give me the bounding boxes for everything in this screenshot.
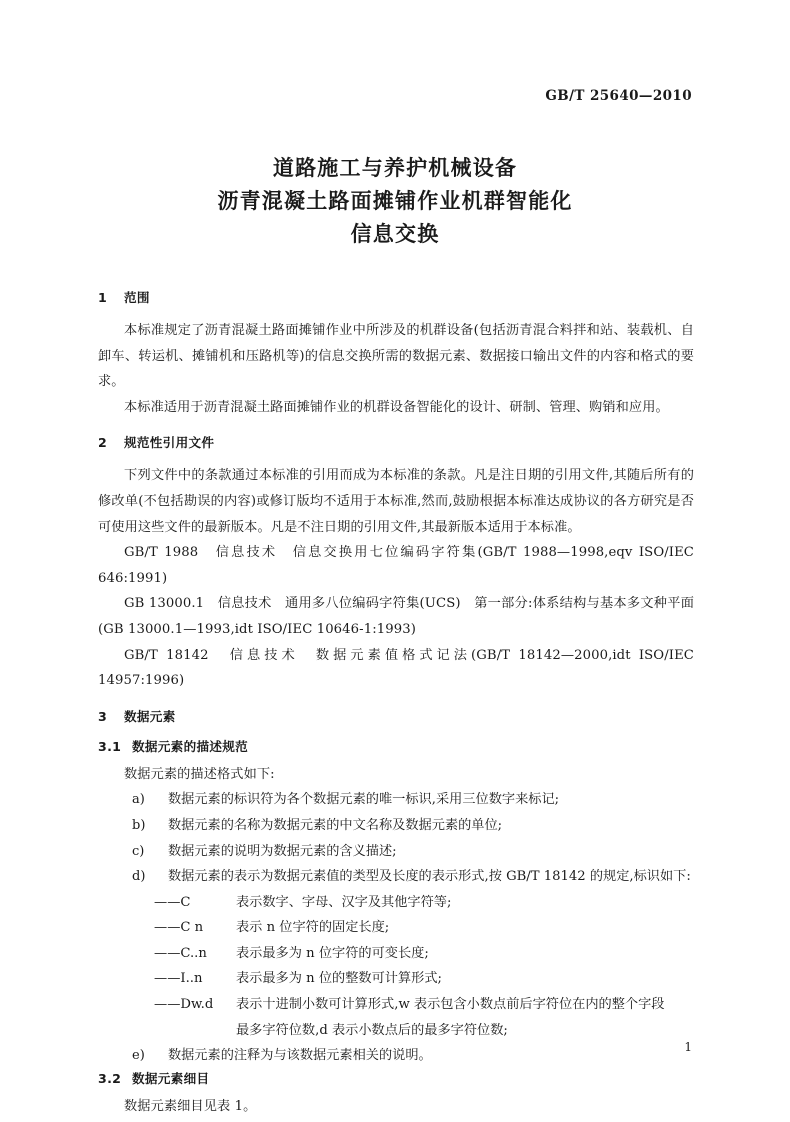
clause-heading-1: [98, 288, 694, 307]
clause-3-title: 数据元素: [124, 708, 176, 724]
normative-reference-2: GB 13000.1 信息技术 通用多八位编码字符集(UCS) 第一部分:体系结构与基本多文种平面(GB 13000.1—1993,idt ISO/IEC 10646-1:1993): [98, 596, 694, 637]
clause-heading-3-1: [98, 737, 694, 756]
type-notation-i-dot-n-tag: ——I..n: [154, 971, 203, 987]
clause-heading-3-2: [98, 1069, 694, 1088]
type-notation-i-dot-n: [98, 966, 694, 992]
enum-marker-d: d): [132, 869, 146, 885]
normative-reference-3: GB/T 18142 信息技术 数据元素值格式记法(GB/T 18142—2000,idt ISO/IEC 14957:1996): [98, 647, 694, 689]
page-number: 1: [684, 1040, 692, 1054]
type-notation-c-desc: 表示数字、字母、汉字及其他字符等;: [236, 894, 452, 910]
clause-3-1-lead-in: 数据元素的描述格式如下:: [124, 766, 275, 782]
enum-item-b: [98, 813, 694, 839]
enum-marker-e: e): [132, 1048, 145, 1064]
normative-reference-1: GB/T 1988 信息技术 信息交换用七位编码字符集(GB/T 1988—1998,eqv ISO/IEC 646:1991): [98, 545, 694, 586]
enum-text-d: 数据元素的表示为数据元素值的类型及长度的表示形式,按 GB/T 18142 的规定,标识如下:: [168, 869, 691, 885]
enum-marker-c: c): [132, 843, 145, 859]
document-title-line-3: 信息交换: [350, 222, 440, 246]
enum-item-a: [98, 787, 694, 813]
type-notation-cn-desc: 表示 n 位字符的固定长度;: [236, 920, 390, 936]
document-title-line-1: 道路施工与养护机械设备: [272, 156, 518, 180]
clause-1-paragraph-2: 本标准适用于沥青混凝土路面摊铺作业的机群设备智能化的设计、研制、管理、购销和应用。: [124, 399, 669, 415]
enum-marker-a: a): [132, 792, 145, 808]
type-notation-cn: [98, 915, 694, 941]
type-notation-i-dot-n-desc: 表示最多为 n 位的整数可计算形式;: [236, 971, 442, 987]
enum-marker-b: b): [132, 817, 146, 833]
clause-3-2-title: 数据元素细目: [132, 1070, 210, 1086]
clause-2-title: 规范性引用文件: [124, 435, 215, 451]
enum-text-a: 数据元素的标识符为各个数据元素的唯一标识,采用三位数字来标记;: [168, 792, 560, 808]
type-notation-c-tag: ——C: [154, 894, 191, 910]
enum-item-e: [98, 1043, 694, 1069]
clause-heading-3: [98, 707, 694, 726]
type-notation-dwd-continuation: 最多字符位数,d 表示小数点后的最多字符位数;: [236, 1022, 508, 1038]
clause-2-number: 2: [98, 435, 108, 451]
type-notation-dwd-desc: 表示十进制小数可计算形式,w 表示包含小数点前后字符位在内的整个字段: [236, 997, 665, 1013]
enum-item-d: [98, 864, 694, 890]
standard-number-header: GB/T 25640—2010: [545, 88, 692, 104]
document-body: [98, 288, 694, 1119]
document-title-line-2: 沥青混凝土路面摊铺作业机群智能化: [217, 189, 573, 213]
enum-text-c: 数据元素的说明为数据元素的含义描述;: [168, 843, 397, 859]
clause-1-paragraph-1: 本标准规定了沥青混凝土路面摊铺作业中所涉及的机群设备(包括沥青混合料拌和站、装载机、自卸车、转运机、摊铺机和压路机等)的信息交换所需的数据元素、数据接口输出文件的内容和格式的要求。: [98, 323, 694, 390]
type-notation-c-dot-n-desc: 表示最多为 n 位字符的可变长度;: [236, 945, 429, 961]
clause-3-1-number: 3.1: [98, 738, 122, 754]
clause-1-number: 1: [98, 290, 108, 305]
clause-2-paragraph-1: 下列文件中的条款通过本标准的引用而成为本标准的条款。凡是注日期的引用文件,其随后所有的修改单(不包括勘误的内容)或修订版均不适用于本标准,然而,鼓励根据本标准达成协议的各方研究是否可使用这些文件的最新版本。凡是不注日期的引用文件,其最新版本适用于本标准。: [98, 468, 694, 535]
clause-3-number: 3: [98, 708, 108, 724]
type-notation-c-dot-n-tag: ——C..n: [154, 945, 207, 961]
type-notation-dwd-tag: ——Dw.d: [154, 997, 214, 1013]
clause-1-title: 范围: [124, 290, 150, 305]
type-notation-dwd: [98, 992, 694, 1018]
type-notation-cn-tag: ——C n: [154, 920, 204, 936]
clause-3-2-paragraph-1: 数据元素细目见表 1。: [124, 1098, 257, 1114]
enum-item-c: [98, 839, 694, 865]
document-title: [98, 152, 692, 251]
enum-text-e: 数据元素的注释为与该数据元素相关的说明。: [168, 1048, 432, 1064]
type-notation-c: [98, 890, 694, 916]
clause-3-1-title: 数据元素的描述规范: [132, 738, 249, 754]
clause-3-2-number: 3.2: [98, 1070, 122, 1086]
type-notation-c-dot-n: [98, 941, 694, 967]
enum-text-b: 数据元素的名称为数据元素的中文名称及数据元素的单位;: [168, 817, 503, 833]
clause-heading-2: [98, 433, 694, 452]
